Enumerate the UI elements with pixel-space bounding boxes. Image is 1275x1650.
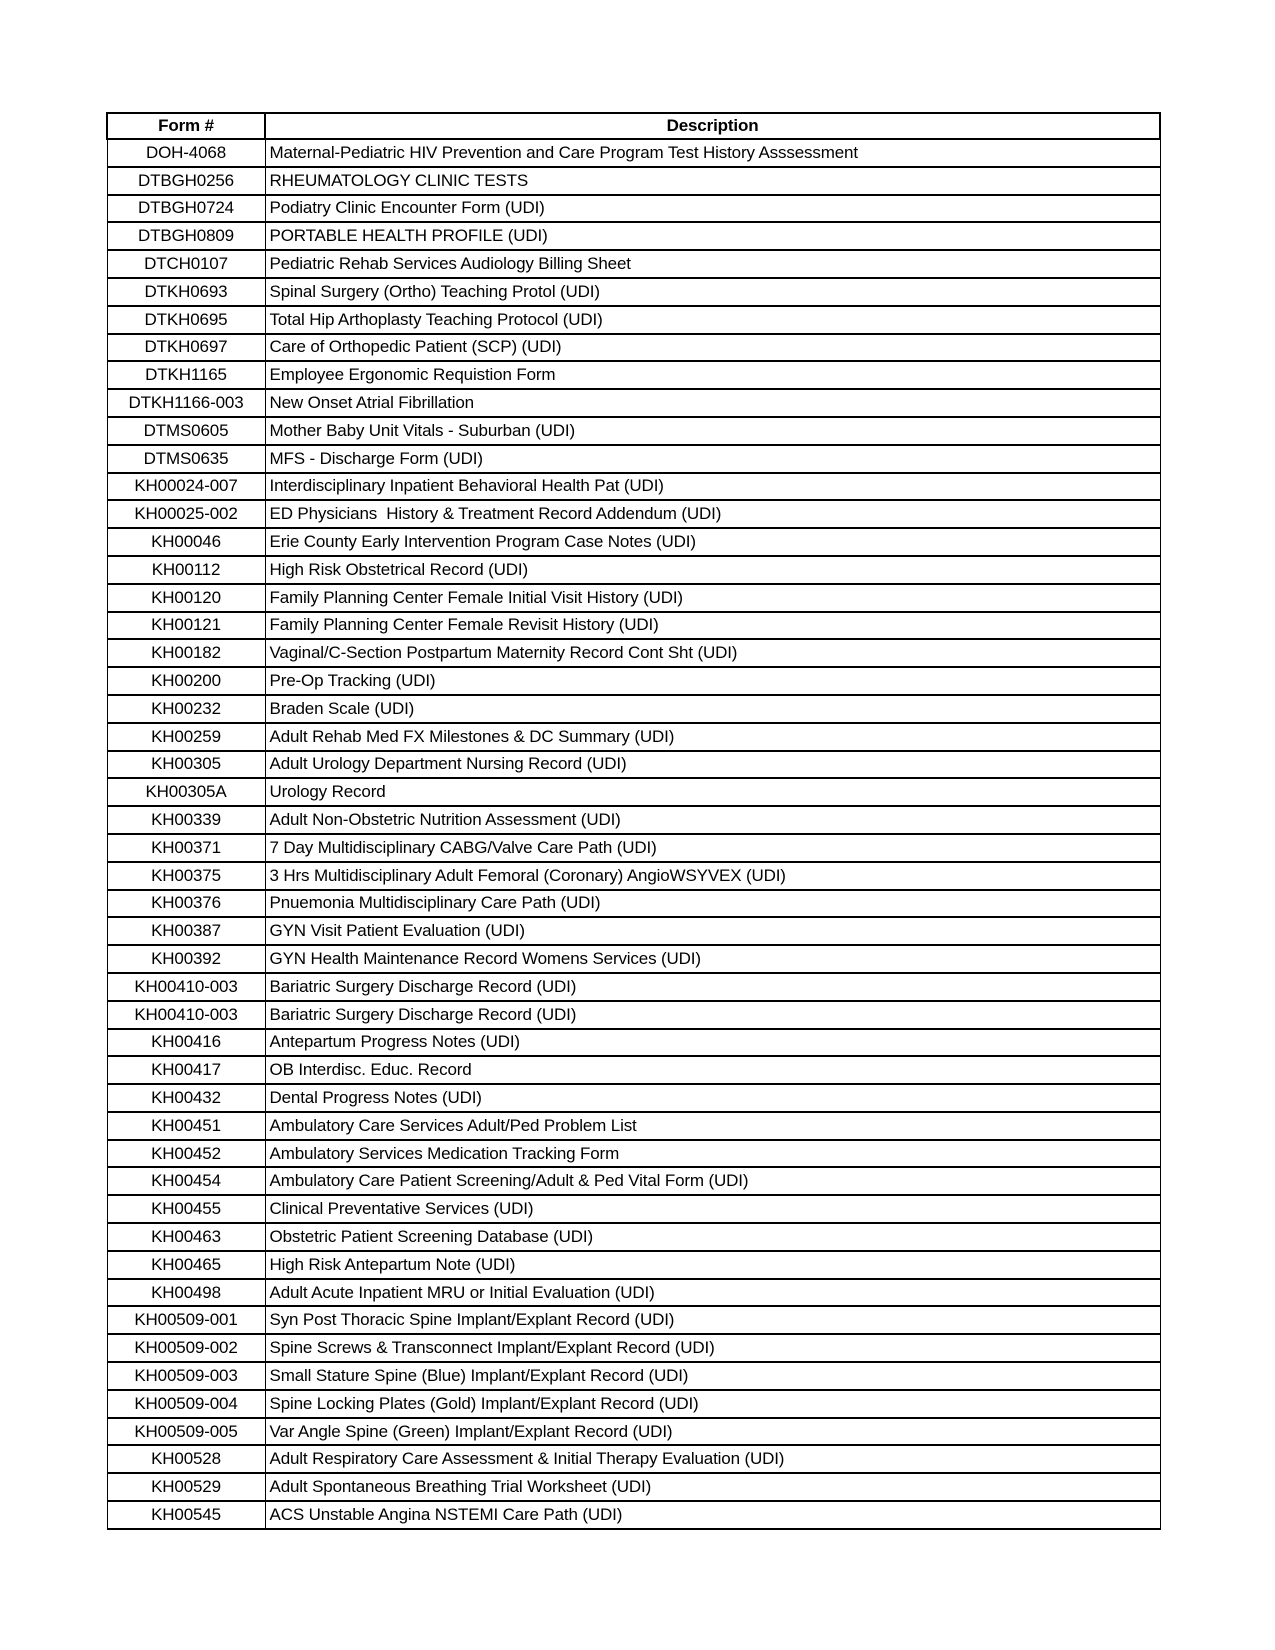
form-number-cell: KH00509-003 xyxy=(107,1362,265,1390)
table-row xyxy=(107,862,1160,890)
table-row xyxy=(107,1306,1160,1334)
table-row xyxy=(107,1362,1160,1390)
table-row xyxy=(107,167,1160,195)
table-row xyxy=(107,417,1160,445)
description-cell: Family Planning Center Female Revisit History (UDI) xyxy=(265,612,1160,640)
form-number-cell: KH00528 xyxy=(107,1445,265,1473)
table-row xyxy=(107,1334,1160,1362)
form-number-cell: KH00392 xyxy=(107,945,265,973)
table-row xyxy=(107,334,1160,362)
form-number-cell: DOH-4068 xyxy=(107,139,265,167)
description-cell: ED Physicians History & Treatment Record Addendum (UDI) xyxy=(265,500,1160,528)
form-number-cell: KH00025-002 xyxy=(107,500,265,528)
form-number-cell: KH00112 xyxy=(107,556,265,584)
form-number-cell: DTCH0107 xyxy=(107,250,265,278)
description-cell: Adult Respiratory Care Assessment & Initial Therapy Evaluation (UDI) xyxy=(265,1445,1160,1473)
description-cell: Adult Spontaneous Breathing Trial Worksheet (UDI) xyxy=(265,1473,1160,1501)
form-number-cell: KH00455 xyxy=(107,1195,265,1223)
description-cell: Interdisciplinary Inpatient Behavioral Health Pat (UDI) xyxy=(265,473,1160,501)
description-cell: Vaginal/C-Section Postpartum Maternity Record Cont Sht (UDI) xyxy=(265,639,1160,667)
description-cell: OB Interdisc. Educ. Record xyxy=(265,1056,1160,1084)
description-cell: Adult Non-Obstetric Nutrition Assessment (UDI) xyxy=(265,806,1160,834)
description-cell: Clinical Preventative Services (UDI) xyxy=(265,1195,1160,1223)
description-cell: Dental Progress Notes (UDI) xyxy=(265,1084,1160,1112)
description-cell: RHEUMATOLOGY CLINIC TESTS xyxy=(265,167,1160,195)
table-row xyxy=(107,695,1160,723)
form-number-cell: KH00432 xyxy=(107,1084,265,1112)
table-row xyxy=(107,222,1160,250)
table-row xyxy=(107,1473,1160,1501)
table-row xyxy=(107,612,1160,640)
form-number-cell: KH00509-002 xyxy=(107,1334,265,1362)
form-number-cell: DTKH1165 xyxy=(107,361,265,389)
form-number-cell: DTKH0695 xyxy=(107,306,265,334)
table-row xyxy=(107,667,1160,695)
form-number-cell: KH00024-007 xyxy=(107,473,265,501)
description-cell: Pnuemonia Multidisciplinary Care Path (UDI) xyxy=(265,890,1160,918)
table-row xyxy=(107,890,1160,918)
description-cell: Antepartum Progress Notes (UDI) xyxy=(265,1029,1160,1057)
description-cell: Adult Acute Inpatient MRU or Initial Evaluation (UDI) xyxy=(265,1279,1160,1307)
description-cell: Ambulatory Care Services Adult/Ped Problem List xyxy=(265,1112,1160,1140)
table-row xyxy=(107,778,1160,806)
description-cell: Ambulatory Services Medication Tracking Form xyxy=(265,1140,1160,1168)
description-cell: Employee Ergonomic Requistion Form xyxy=(265,361,1160,389)
form-number-cell: DTMS0635 xyxy=(107,445,265,473)
table-row xyxy=(107,1029,1160,1057)
table-row xyxy=(107,1223,1160,1251)
form-number-cell: KH00451 xyxy=(107,1112,265,1140)
form-number-cell: DTMS0605 xyxy=(107,417,265,445)
table-row xyxy=(107,1112,1160,1140)
description-cell: Braden Scale (UDI) xyxy=(265,695,1160,723)
form-number-cell: KH00545 xyxy=(107,1501,265,1529)
description-cell: Bariatric Surgery Discharge Record (UDI) xyxy=(265,1001,1160,1029)
description-cell: Erie County Early Intervention Program Case Notes (UDI) xyxy=(265,528,1160,556)
table-row xyxy=(107,500,1160,528)
description-cell: Urology Record xyxy=(265,778,1160,806)
description-cell: Adult Urology Department Nursing Record (UDI) xyxy=(265,751,1160,779)
form-number-cell: DTBGH0256 xyxy=(107,167,265,195)
form-number-cell: KH00463 xyxy=(107,1223,265,1251)
description-cell: Pediatric Rehab Services Audiology Billing Sheet xyxy=(265,250,1160,278)
table-row xyxy=(107,528,1160,556)
form-number-cell: KH00416 xyxy=(107,1029,265,1057)
form-number-cell: DTBGH0809 xyxy=(107,222,265,250)
form-number-cell: KH00120 xyxy=(107,584,265,612)
description-cell: Adult Rehab Med FX Milestones & DC Summary (UDI) xyxy=(265,723,1160,751)
forms-table-header xyxy=(107,113,1160,139)
description-cell: Spine Locking Plates (Gold) Implant/Explant Record (UDI) xyxy=(265,1390,1160,1418)
table-row xyxy=(107,806,1160,834)
description-cell: High Risk Obstetrical Record (UDI) xyxy=(265,556,1160,584)
description-cell: PORTABLE HEALTH PROFILE (UDI) xyxy=(265,222,1160,250)
table-row xyxy=(107,1251,1160,1279)
description-cell: Spine Screws & Transconnect Implant/Explant Record (UDI) xyxy=(265,1334,1160,1362)
table-row xyxy=(107,1390,1160,1418)
table-row xyxy=(107,1445,1160,1473)
table-row xyxy=(107,1140,1160,1168)
description-cell: Ambulatory Care Patient Screening/Adult & Ped Vital Form (UDI) xyxy=(265,1167,1160,1195)
table-row xyxy=(107,1084,1160,1112)
table-row xyxy=(107,250,1160,278)
table-row xyxy=(107,445,1160,473)
table-row xyxy=(107,973,1160,1001)
table-row xyxy=(107,834,1160,862)
form-number-cell: KH00305 xyxy=(107,751,265,779)
table-row xyxy=(107,1418,1160,1446)
description-cell: GYN Visit Patient Evaluation (UDI) xyxy=(265,917,1160,945)
table-row xyxy=(107,278,1160,306)
table-row xyxy=(107,195,1160,223)
forms-table-body xyxy=(107,139,1160,1529)
table-row xyxy=(107,306,1160,334)
column-header-form-number: Form # xyxy=(107,113,265,139)
form-number-cell: KH00410-003 xyxy=(107,1001,265,1029)
form-number-cell: KH00046 xyxy=(107,528,265,556)
description-cell: GYN Health Maintenance Record Womens Services (UDI) xyxy=(265,945,1160,973)
form-number-cell: KH00387 xyxy=(107,917,265,945)
form-number-cell: DTKH1166-003 xyxy=(107,389,265,417)
table-row xyxy=(107,389,1160,417)
form-number-cell: KH00200 xyxy=(107,667,265,695)
form-number-cell: KH00232 xyxy=(107,695,265,723)
table-row xyxy=(107,1056,1160,1084)
table-row xyxy=(107,639,1160,667)
table-row xyxy=(107,1195,1160,1223)
form-number-cell: KH00259 xyxy=(107,723,265,751)
table-row xyxy=(107,917,1160,945)
description-cell: 3 Hrs Multidisciplinary Adult Femoral (Coronary) AngioWSYVEX (UDI) xyxy=(265,862,1160,890)
description-cell: High Risk Antepartum Note (UDI) xyxy=(265,1251,1160,1279)
column-header-description: Description xyxy=(265,113,1160,139)
description-cell: Total Hip Arthoplasty Teaching Protocol (UDI) xyxy=(265,306,1160,334)
description-cell: 7 Day Multidisciplinary CABG/Valve Care Path (UDI) xyxy=(265,834,1160,862)
table-row xyxy=(107,556,1160,584)
description-cell: Pre-Op Tracking (UDI) xyxy=(265,667,1160,695)
form-number-cell: KH00509-005 xyxy=(107,1418,265,1446)
table-row xyxy=(107,361,1160,389)
form-number-cell: KH00417 xyxy=(107,1056,265,1084)
description-cell: Family Planning Center Female Initial Visit History (UDI) xyxy=(265,584,1160,612)
form-number-cell: KH00375 xyxy=(107,862,265,890)
description-cell: Syn Post Thoracic Spine Implant/Explant Record (UDI) xyxy=(265,1306,1160,1334)
form-number-cell: KH00305A xyxy=(107,778,265,806)
description-cell: ACS Unstable Angina NSTEMI Care Path (UDI) xyxy=(265,1501,1160,1529)
description-cell: Podiatry Clinic Encounter Form (UDI) xyxy=(265,195,1160,223)
form-number-cell: KH00371 xyxy=(107,834,265,862)
table-row xyxy=(107,473,1160,501)
form-number-cell: DTKH0693 xyxy=(107,278,265,306)
description-cell: Mother Baby Unit Vitals - Suburban (UDI) xyxy=(265,417,1160,445)
description-cell: Care of Orthopedic Patient (SCP) (UDI) xyxy=(265,334,1160,362)
description-cell: Var Angle Spine (Green) Implant/Explant Record (UDI) xyxy=(265,1418,1160,1446)
table-row xyxy=(107,945,1160,973)
table-row xyxy=(107,1501,1160,1529)
description-cell: New Onset Atrial Fibrillation xyxy=(265,389,1160,417)
form-number-cell: DTKH0697 xyxy=(107,334,265,362)
form-number-cell: KH00509-004 xyxy=(107,1390,265,1418)
form-number-cell: KH00509-001 xyxy=(107,1306,265,1334)
form-number-cell: KH00498 xyxy=(107,1279,265,1307)
table-row xyxy=(107,751,1160,779)
table-row xyxy=(107,723,1160,751)
form-number-cell: KH00376 xyxy=(107,890,265,918)
table-row xyxy=(107,139,1160,167)
form-number-cell: KH00410-003 xyxy=(107,973,265,1001)
forms-table xyxy=(106,112,1161,1530)
header-row xyxy=(107,113,1160,139)
form-number-cell: KH00452 xyxy=(107,1140,265,1168)
description-cell: Maternal-Pediatric HIV Prevention and Care Program Test History Asssessment xyxy=(265,139,1160,167)
form-number-cell: KH00121 xyxy=(107,612,265,640)
description-cell: MFS - Discharge Form (UDI) xyxy=(265,445,1160,473)
table-row xyxy=(107,1279,1160,1307)
form-number-cell: KH00182 xyxy=(107,639,265,667)
description-cell: Spinal Surgery (Ortho) Teaching Protol (UDI) xyxy=(265,278,1160,306)
description-cell: Bariatric Surgery Discharge Record (UDI) xyxy=(265,973,1160,1001)
form-number-cell: KH00339 xyxy=(107,806,265,834)
form-number-cell: DTBGH0724 xyxy=(107,195,265,223)
form-number-cell: KH00529 xyxy=(107,1473,265,1501)
table-row xyxy=(107,1167,1160,1195)
table-row xyxy=(107,1001,1160,1029)
description-cell: Small Stature Spine (Blue) Implant/Explant Record (UDI) xyxy=(265,1362,1160,1390)
table-row xyxy=(107,584,1160,612)
form-number-cell: KH00465 xyxy=(107,1251,265,1279)
description-cell: Obstetric Patient Screening Database (UDI) xyxy=(265,1223,1160,1251)
form-number-cell: KH00454 xyxy=(107,1167,265,1195)
